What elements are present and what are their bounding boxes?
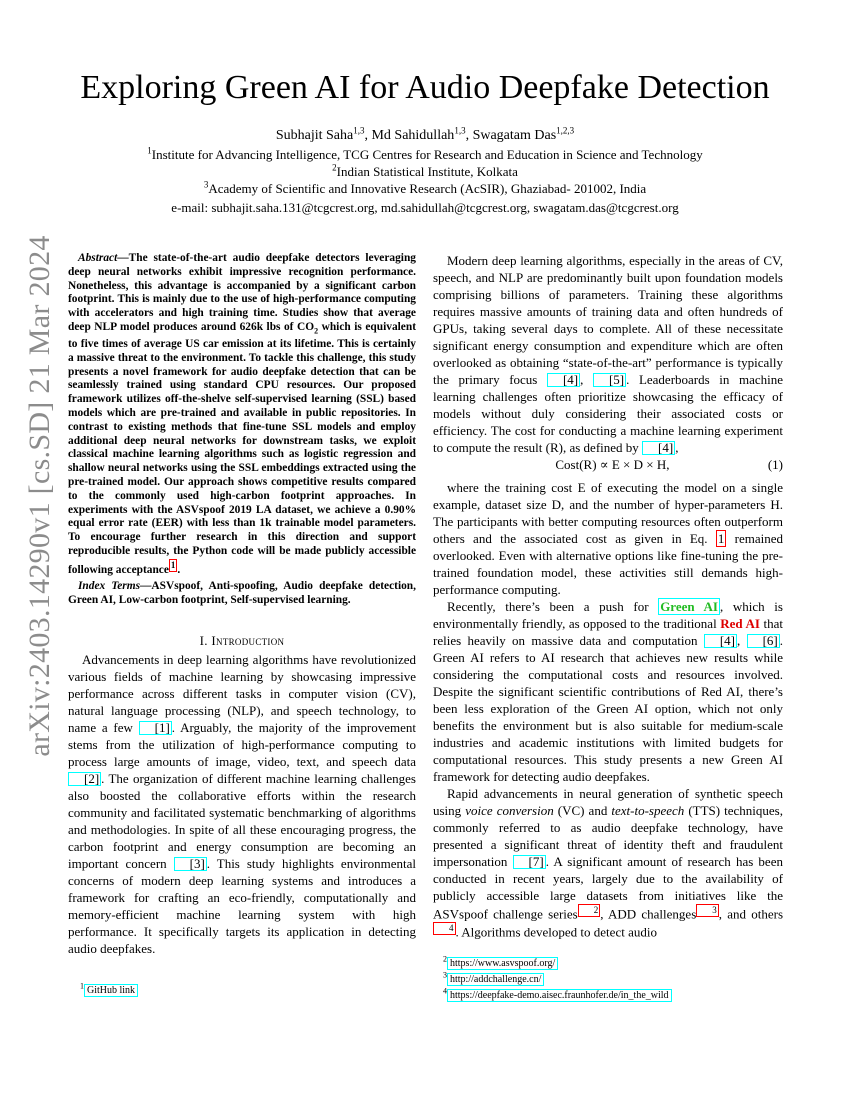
abstract-text-cont: which is equivalent to five times of average US car emission at its lifetime. This is certainly a massive threat to the environment. To tackle this challenge, this study presents a novel framework for audio deepfake detection that can be seamlessly trained using standard CPU resources. Our proposed framework utilizes off-the-shelve self-supervised learning (SSL) based models which are pre-trained and available in public repositories. In contrast to existing methods that fine-tune SSL models and employ additional deep neural networks for downstream tasks, we exploit classical machine learning algorithms such as logistic regression and shallow neural networks using the SSL embeddings extracted using the pre-trained model. Our approach shows competitive results compared to the commonly used high-carbon footprint approaches. In experiments with the ASVspoof 2019 LA dataset, we achieve a 0.90% equal error rate (EER) with less than 1k trainable model parameters. To encourage further research in this direction and support reproducible results, the Python code will be made publicly accessible following acceptance bbox=[68, 320, 416, 576]
affiliation-text: Indian Statistical Institute, Kolkata bbox=[336, 164, 518, 179]
green-ai-link[interactable]: Green AI bbox=[660, 599, 718, 614]
index-terms-text: —ASVspoof, Anti-spoofing, Audio deepfake detection, Green AI, Low-carbon footprint, Self-supervised learning. bbox=[68, 580, 416, 607]
footnote bbox=[443, 972, 672, 988]
author-affil-mark: 1,3 bbox=[353, 125, 365, 136]
addchallenge-url-link[interactable]: http://addchallenge.cn/ bbox=[447, 973, 544, 986]
text-run: (TTS) techniques, commonly referred to as audio deepfake technology, have presented a significant threat of identity theft and fraudulent impersonation bbox=[433, 803, 783, 869]
footnote-link-3[interactable]: 3 bbox=[696, 904, 719, 917]
asvspoof-url-link[interactable]: https://www.asvspoof.org/ bbox=[447, 957, 558, 970]
paper-title: Exploring Green AI for Audio Deepfake Detection bbox=[80, 69, 770, 106]
github-link[interactable]: GitHub link bbox=[84, 984, 138, 997]
footnote-number: 2 bbox=[443, 954, 447, 964]
abstract-end: . bbox=[177, 563, 181, 576]
footnote-number: 4 bbox=[443, 986, 447, 996]
citation-link[interactable]: [4] bbox=[704, 634, 737, 648]
arxiv-side-stamp: arXiv:2403.14290v1 [cs.SD] 21 Mar 2024 bbox=[23, 235, 56, 757]
affiliation bbox=[0, 180, 850, 197]
affiliation-text: Academy of Scientific and Innovative Research (AcSIR), Ghaziabad- 201002, India bbox=[208, 181, 647, 196]
text-run: , and others bbox=[718, 906, 783, 922]
footnotes-right bbox=[443, 956, 672, 1004]
abstract-label: Abstract bbox=[78, 252, 118, 264]
equation-number: (1) bbox=[767, 457, 783, 472]
body-paragraph bbox=[433, 598, 783, 785]
section-heading bbox=[68, 632, 416, 649]
index-terms bbox=[68, 580, 416, 608]
equation-1 bbox=[433, 456, 783, 473]
text-run: Rapid advancements in neural generation of synthetic speech using bbox=[433, 786, 783, 818]
text-run: Recently, there’s been a push for bbox=[447, 599, 659, 614]
text-run: remained overlooked. Even with alternative options like fine-tuning the pre-trained foundation model, these activities still demands high-performance computing. bbox=[433, 531, 783, 597]
affil-mark: 3 bbox=[203, 179, 209, 190]
text-run: . Leaderboards in machine learning challenges often prioritize showcasing the efficacy of models without duly considering their associated costs or efficiency. The cost for conducting a machine learning experiment to compute the result (R), as defined by bbox=[433, 372, 783, 455]
footnote bbox=[443, 956, 672, 972]
affil-mark: 1 bbox=[147, 145, 152, 156]
intro-paragraph bbox=[68, 651, 416, 957]
affiliation-text: Institute for Advancing Intelligence, TCG Centres for Research and Education in Science and Technology bbox=[151, 147, 703, 162]
footnote bbox=[443, 988, 672, 1004]
footnote-number: 1 bbox=[80, 981, 84, 991]
body-paragraph bbox=[433, 252, 783, 456]
text-run: , which is environmentally friendly, as opposed to the traditional bbox=[433, 599, 783, 631]
author-list: Subhajit Saha$^{1,3}$, Md Sahidullah$^{1,3}$, Swagatam Das$^{1,2,3}$ bbox=[275, 125, 575, 143]
citation-link[interactable]: [7] bbox=[513, 855, 546, 869]
footnotes-left bbox=[80, 983, 138, 999]
right-column bbox=[433, 252, 783, 941]
affil-mark: 2 bbox=[332, 162, 337, 173]
text-run: . Algorithms developed to detect audio bbox=[455, 924, 657, 940]
text-run: , bbox=[737, 633, 747, 648]
text-run: . Arguably, the majority of the improvement stems from the utilization of high-performance computing to process large amounts of image, video, text, and speech data bbox=[68, 720, 416, 769]
equation-expression: Cost(R) ∝ E × D × H, bbox=[555, 457, 670, 472]
author-name: Swagatam Das bbox=[472, 128, 557, 143]
text-run: . A significant amount of research has been conducted in recent years, largely due to the availability of publicly accessible large datasets from initiatives like the ASVspoof challenge series bbox=[433, 854, 783, 922]
text-run: . This study highlights environmental concerns of modern deep learning systems and introduces a framework for crafting an eco-friendly, computationally and memory-efficient machine learning system with high performance. It specifically targets its application in detecting audio deepfakes. bbox=[68, 856, 417, 956]
citation-link[interactable]: [6] bbox=[747, 634, 780, 648]
text-run: where the training cost E of executing the model on a single example, dataset size D, and the number of hyper-parameters H. The participants with better computing resources often outperform others and the associated cost as given in Eq. bbox=[433, 480, 783, 546]
red-ai-term: Red AI bbox=[720, 616, 760, 631]
author-affil-mark: 1,3 bbox=[454, 125, 466, 136]
italic-term: text-to-speech bbox=[611, 803, 685, 818]
citation-link[interactable]: [2] bbox=[68, 772, 101, 786]
text-run: , ADD challenges bbox=[600, 906, 697, 922]
index-terms-label: Index Terms bbox=[78, 580, 141, 593]
in-the-wild-url-link[interactable]: https://deepfake-demo.aisec.fraunhofer.de/in_the_wild bbox=[447, 989, 672, 1002]
text-run: (VC) and bbox=[553, 803, 612, 818]
author-affil-mark: 1,2,3 bbox=[556, 125, 575, 136]
citation-link[interactable]: [4] bbox=[642, 441, 675, 455]
abstract-text: —The state-of-the-art audio deepfake detectors leveraging deep neural networks exhibit impressive recognition performance. Nonetheless, this advantage is accompanied by a significant carbon footprint. This is mainly due to the use of high-performance computing with accelerators and high training time. Studies show that average deep NLP model produces around 626k lbs of CO bbox=[68, 252, 416, 333]
citation-link[interactable]: [1] bbox=[139, 721, 172, 735]
footnote-link-4[interactable]: 4 bbox=[433, 922, 456, 935]
citation-link[interactable]: [5] bbox=[593, 373, 626, 387]
italic-term: voice conversion bbox=[465, 803, 554, 818]
author-name: Md Sahidullah bbox=[371, 128, 455, 143]
affiliation bbox=[0, 146, 850, 163]
co2-subscript: 2 bbox=[314, 326, 319, 336]
text-run: , bbox=[675, 440, 679, 455]
section-title: Introduction bbox=[211, 633, 285, 648]
body-paragraph bbox=[433, 785, 783, 941]
abstract bbox=[68, 252, 416, 577]
text-run: that relies heavily on massive data and computation bbox=[433, 616, 783, 648]
body-paragraph bbox=[433, 479, 783, 598]
email-line: e-mail: subhajit.saha.131@tcgcrest.org, md.sahidullah@tcgcrest.org, swagatam.das@tcgcrest.org bbox=[171, 200, 679, 215]
equation-ref-link[interactable]: 1 bbox=[717, 531, 725, 546]
citation-link[interactable]: [3] bbox=[174, 857, 207, 871]
affiliation bbox=[0, 163, 850, 180]
left-column bbox=[68, 252, 416, 957]
text-run: . The organization of different machine learning challenges also boosted the collaborative efforts within the research community and facilitated systematic benchmarking of algorithms and methodologies. In spite of all these encouraging progress, the carbon footprint and energy consumption are becoming an important concern bbox=[68, 771, 416, 871]
text-run: . Green AI refers to AI research that achieves new results while considering the computational costs and resources involved. Despite the significant scientific contributions of Red AI, there’s been less exploration of the Green AI option, which not only benefits the environment but is also suitable for medium-scale industries and academic institutions with limited budgets for computational resources. This study presents a new Green AI framework for detecting audio deepfakes. bbox=[433, 633, 783, 784]
footnote-link-1[interactable]: 1 bbox=[170, 559, 176, 570]
citation-link[interactable]: [4] bbox=[547, 373, 580, 387]
footnote bbox=[80, 983, 138, 999]
text-run: , bbox=[580, 372, 593, 387]
author-name: Subhajit Saha bbox=[275, 128, 354, 143]
text-run: Modern deep learning algorithms, especially in the areas of CV, speech, and NLP are predominantly built upon foundation models comprising billions of parameters. Training these algorithms requires massive amounts of training data and often hundreds of GPUs, taking several days to complete. All of these necessitate significant energy consumption and expenditure which are often overlooked as obtaining “state-of-the-art” performance is typically the primary focus bbox=[433, 253, 783, 387]
footnote-link-2[interactable]: 2 bbox=[578, 904, 601, 917]
text-run: Advancements in deep learning algorithms have revolutionized various fields of machine learning by showcasing impressive performance across different tasks in computer vision (CV), natural language processing (NLP), and speech technology, to name a few bbox=[68, 652, 416, 735]
footnote-number: 3 bbox=[443, 970, 447, 980]
section-numeral: I. bbox=[199, 633, 208, 648]
